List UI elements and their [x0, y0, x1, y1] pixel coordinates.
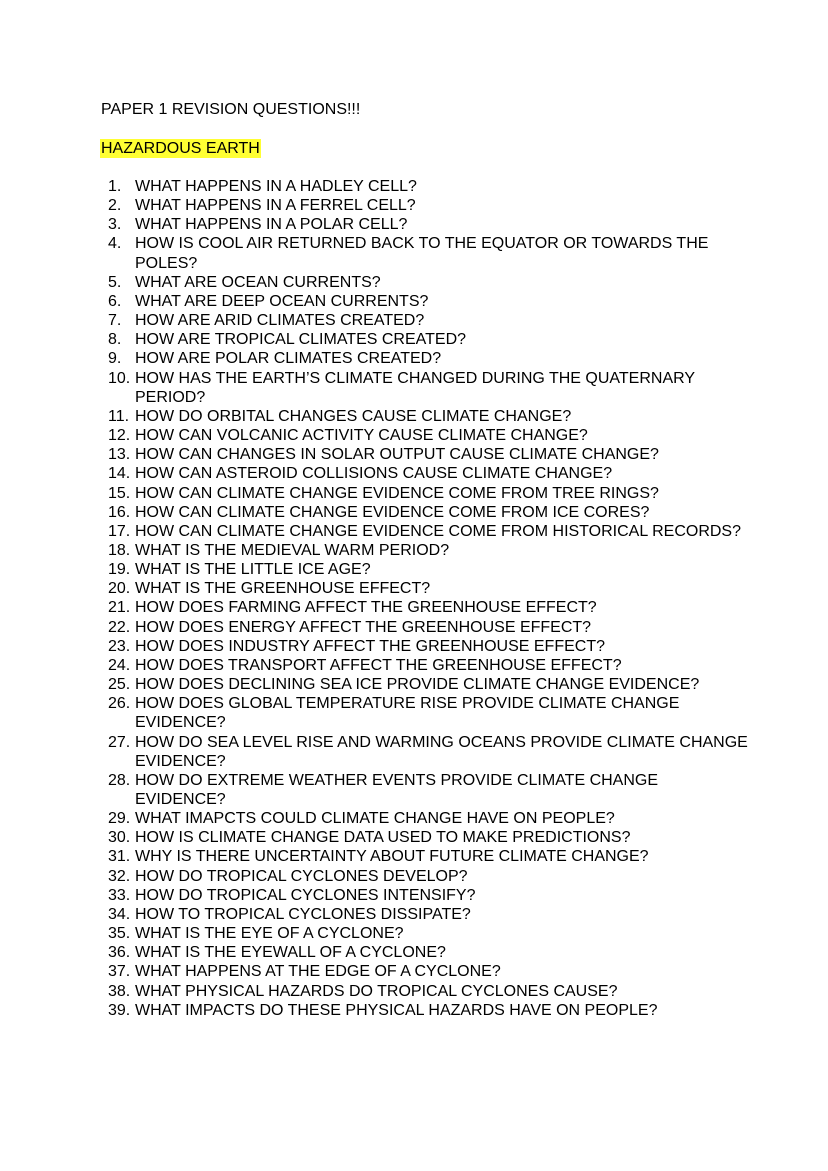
question-number: 29.: [108, 810, 131, 828]
question-text: HOW CAN CLIMATE CHANGE EVIDENCE COME FROM TREE RINGS?: [135, 484, 659, 502]
question-number: 13.: [108, 446, 131, 464]
question-item: [108, 349, 748, 368]
question-text: HOW DOES FARMING AFFECT THE GREENHOUSE EFFECT?: [135, 599, 597, 617]
question-item: [108, 464, 748, 483]
question-number: 21.: [108, 599, 131, 617]
question-text: WHAT IMAPCTS COULD CLIMATE CHANGE HAVE ON PEOPLE?: [135, 810, 615, 828]
question-text: WHAT IMPACTS DO THESE PHYSICAL HAZARDS HAVE ON PEOPLE?: [135, 1001, 658, 1019]
question-item: [108, 445, 748, 464]
question-item: [108, 733, 748, 771]
question-item: [108, 330, 748, 349]
question-text: HOW DOES DECLINING SEA ICE PROVIDE CLIMATE CHANGE EVIDENCE?: [135, 676, 700, 694]
question-item: [108, 809, 748, 828]
question-text: WHAT IS THE MEDIEVAL WARM PERIOD?: [135, 541, 450, 559]
question-item: [108, 484, 748, 503]
question-item: [108, 579, 748, 598]
question-item: [108, 598, 748, 617]
question-text: HOW CAN CHANGES IN SOLAR OUTPUT CAUSE CLIMATE CHANGE?: [135, 446, 659, 464]
question-item: [108, 962, 748, 981]
question-item: [108, 215, 748, 234]
question-text: HOW DO ORBITAL CHANGES CAUSE CLIMATE CHANGE?: [135, 407, 572, 425]
question-item: [108, 982, 748, 1001]
question-text: HOW IS COOL AIR RETURNED BACK TO THE EQUATOR OR TOWARDS THE POLES?: [135, 235, 709, 272]
question-item: [108, 847, 748, 866]
question-item: [108, 560, 748, 579]
question-number: 7.: [108, 312, 122, 330]
question-text: WHAT IS THE GREENHOUSE EFFECT?: [135, 580, 431, 598]
question-number: 17.: [108, 522, 131, 540]
question-text: WHAT ARE DEEP OCEAN CURRENTS?: [135, 292, 429, 310]
question-item: [108, 924, 748, 943]
question-number: 15.: [108, 484, 131, 502]
question-text: HOW ARE TROPICAL CLIMATES CREATED?: [135, 331, 467, 349]
question-item: [108, 426, 748, 445]
question-text: HOW DO TROPICAL CYCLONES INTENSIFY?: [135, 886, 476, 904]
question-item: [108, 675, 748, 694]
question-text: HOW DO EXTREME WEATHER EVENTS PROVIDE CLIMATE CHANGE EVIDENCE?: [135, 771, 659, 808]
question-text: WHY IS THERE UNCERTAINTY ABOUT FUTURE CLIMATE CHANGE?: [135, 848, 649, 866]
question-number: 2.: [108, 197, 122, 215]
question-number: 25.: [108, 676, 131, 694]
question-number: 34.: [108, 905, 131, 923]
question-item: [108, 943, 748, 962]
question-text: HOW DOES TRANSPORT AFFECT THE GREENHOUSE EFFECT?: [135, 656, 622, 674]
question-item: [108, 771, 748, 809]
question-text: HOW DO SEA LEVEL RISE AND WARMING OCEANS PROVIDE CLIMATE CHANGE EVIDENCE?: [135, 733, 748, 770]
question-text: HOW IS CLIMATE CHANGE DATA USED TO MAKE PREDICTIONS?: [135, 829, 631, 847]
question-number: 27.: [108, 733, 131, 751]
question-number: 35.: [108, 925, 131, 943]
question-list: [108, 177, 748, 1020]
question-number: 31.: [108, 848, 131, 866]
question-number: 37.: [108, 963, 131, 981]
question-number: 33.: [108, 886, 131, 904]
question-text: HOW DO TROPICAL CYCLONES DEVELOP?: [135, 867, 468, 885]
question-item: [108, 886, 748, 905]
question-item: [108, 867, 748, 886]
question-text: HOW TO TROPICAL CYCLONES DISSIPATE?: [135, 905, 471, 923]
question-number: 20.: [108, 580, 131, 598]
question-number: 19.: [108, 561, 131, 579]
question-number: 14.: [108, 465, 131, 483]
question-number: 39.: [108, 1001, 131, 1019]
question-text: HOW DOES ENERGY AFFECT THE GREENHOUSE EFFECT?: [135, 618, 592, 636]
question-number: 3.: [108, 216, 122, 234]
question-text: HOW CAN VOLCANIC ACTIVITY CAUSE CLIMATE CHANGE?: [135, 427, 588, 445]
question-item: [108, 292, 748, 311]
question-text: WHAT HAPPENS IN A POLAR CELL?: [135, 216, 408, 234]
question-text: WHAT HAPPENS IN A HADLEY CELL?: [135, 178, 417, 195]
question-text: WHAT ARE OCEAN CURRENTS?: [135, 273, 381, 291]
question-number: 32.: [108, 867, 131, 885]
question-number: 26.: [108, 695, 131, 713]
question-item: [108, 177, 748, 196]
question-number: 18.: [108, 541, 131, 559]
question-item: [108, 637, 748, 656]
question-text: HOW DOES GLOBAL TEMPERATURE RISE PROVIDE CLIMATE CHANGE EVIDENCE?: [135, 695, 680, 732]
question-item: [108, 1001, 748, 1020]
question-item: [108, 828, 748, 847]
question-number: 12.: [108, 427, 131, 445]
question-item: [108, 196, 748, 215]
question-number: 10.: [108, 369, 131, 387]
question-number: 16.: [108, 503, 131, 521]
question-text: WHAT HAPPENS AT THE EDGE OF A CYCLONE?: [135, 963, 501, 981]
question-text: HOW CAN CLIMATE CHANGE EVIDENCE COME FROM ICE CORES?: [135, 503, 650, 521]
question-number: 30.: [108, 829, 131, 847]
question-number: 6.: [108, 292, 122, 310]
question-text: WHAT PHYSICAL HAZARDS DO TROPICAL CYCLONES CAUSE?: [135, 982, 618, 1000]
question-text: HOW DOES INDUSTRY AFFECT THE GREENHOUSE EFFECT?: [135, 637, 605, 655]
question-text: HOW CAN CLIMATE CHANGE EVIDENCE COME FROM HISTORICAL RECORDS?: [135, 522, 741, 540]
question-text: HOW HAS THE EARTH’S CLIMATE CHANGED DURING THE QUATERNARY PERIOD?: [135, 369, 695, 406]
question-number: 4.: [108, 235, 122, 253]
question-item: [108, 273, 748, 292]
question-item: [108, 541, 748, 560]
question-text: WHAT HAPPENS IN A FERREL CELL?: [135, 197, 416, 215]
question-text: WHAT IS THE EYE OF A CYCLONE?: [135, 925, 404, 943]
question-number: 23.: [108, 637, 131, 655]
section-heading-highlighted: HAZARDOUS EARTH: [101, 140, 260, 157]
question-item: [108, 503, 748, 522]
question-item: [108, 905, 748, 924]
question-number: 22.: [108, 618, 131, 636]
question-text: HOW ARE ARID CLIMATES CREATED?: [135, 312, 425, 330]
question-item: [108, 234, 748, 272]
question-number: 8.: [108, 331, 122, 349]
question-number: 28.: [108, 771, 131, 789]
question-item: [108, 694, 748, 732]
question-text: HOW CAN ASTEROID COLLISIONS CAUSE CLIMATE CHANGE?: [135, 465, 613, 483]
question-text: WHAT IS THE EYEWALL OF A CYCLONE?: [135, 944, 446, 962]
question-item: [108, 369, 748, 407]
question-number: 38.: [108, 982, 131, 1000]
question-number: 24.: [108, 656, 131, 674]
question-number: 11.: [108, 407, 130, 425]
question-number: 1.: [108, 178, 122, 195]
question-item: [108, 522, 748, 541]
question-text: WHAT IS THE LITTLE ICE AGE?: [135, 561, 371, 579]
question-text: HOW ARE POLAR CLIMATES CREATED?: [135, 350, 442, 368]
document-title: PAPER 1 REVISION QUESTIONS!!!: [101, 101, 361, 118]
question-item: [108, 618, 748, 637]
question-item: [108, 311, 748, 330]
question-item: [108, 656, 748, 675]
question-number: 5.: [108, 273, 122, 291]
question-number: 9.: [108, 350, 122, 368]
question-item: [108, 407, 748, 426]
question-number: 36.: [108, 944, 131, 962]
